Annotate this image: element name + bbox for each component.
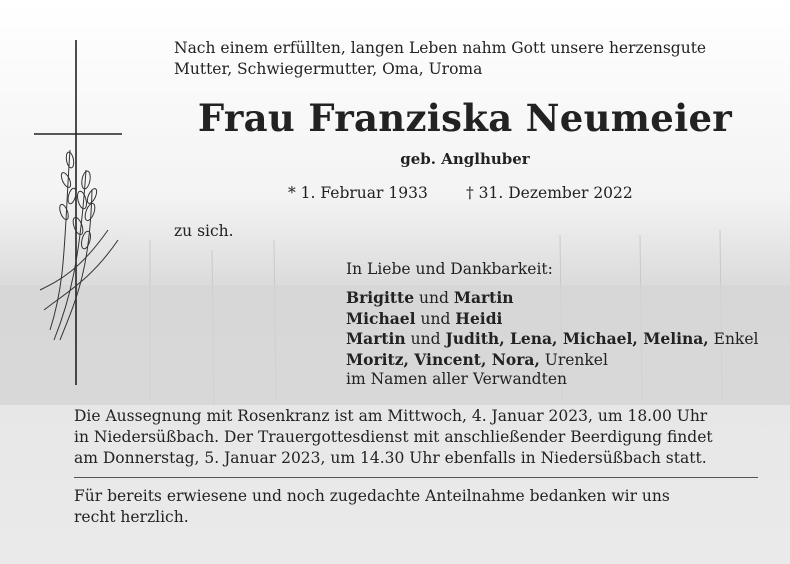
birth-date: * 1. Februar 1933	[288, 184, 428, 202]
funeral-line: in Niedersüßbach. Der Trauergottesdienst mit anschließender Beerdigung findet	[74, 428, 713, 446]
deceased-name: Frau Franziska Neumeier	[197, 96, 733, 140]
mourner-name: Heidi	[455, 308, 503, 328]
mourner-name: Moritz, Vincent, Nora,	[346, 349, 540, 369]
mourner-name: Michael	[346, 308, 416, 328]
maiden-name: geb. Anglhuber	[400, 150, 530, 168]
thanks-text	[74, 486, 758, 528]
mourner-line	[346, 350, 758, 371]
intro-closing: zu sich.	[174, 222, 234, 240]
mourners-list	[346, 288, 758, 390]
conjunction: und	[405, 330, 446, 348]
death-date: † 31. Dezember 2022	[466, 184, 633, 202]
funeral-line: Die Aussegnung mit Rosenkranz ist am Mittwoch, 4. Januar 2023, um 18.00 Uhr	[74, 407, 708, 425]
thanks-line: Für bereits erwiesene und noch zugedachte Anteilnahme bedanken wir uns	[74, 487, 670, 505]
mourner-name: Judith, Lena, Michael, Melina,	[445, 329, 709, 348]
intro-line: Nach einem erfüllten, langen Leben nahm Gott unsere herzensgute	[174, 39, 707, 57]
mourner-line: im Namen aller Verwandten	[346, 370, 567, 388]
mourner-line	[346, 309, 758, 330]
mourners-heading: In Liebe und Dankbarkeit:	[346, 260, 553, 278]
mourner-line	[346, 329, 758, 350]
divider	[74, 477, 758, 478]
conjunction: und	[414, 289, 454, 307]
funeral-line: am Donnerstag, 5. Januar 2023, um 14.30 Uhr ebenfalls in Niedersüßbach statt.	[74, 449, 707, 467]
mourner-line	[346, 288, 758, 309]
intro-text	[174, 38, 706, 80]
mourner-name: Brigitte	[346, 288, 415, 307]
mourner-name: Martin	[453, 288, 514, 307]
relation-label: Enkel	[708, 330, 759, 348]
cross-with-wheat-icon	[30, 40, 130, 390]
intro-line: Mutter, Schwiegermutter, Oma, Uroma	[174, 60, 483, 78]
mourner-name: Martin	[346, 329, 406, 348]
conjunction: und	[415, 309, 456, 328]
funeral-details	[74, 406, 758, 469]
relation-label: Urenkel	[539, 350, 608, 369]
thanks-line: recht herzlich.	[74, 508, 189, 526]
